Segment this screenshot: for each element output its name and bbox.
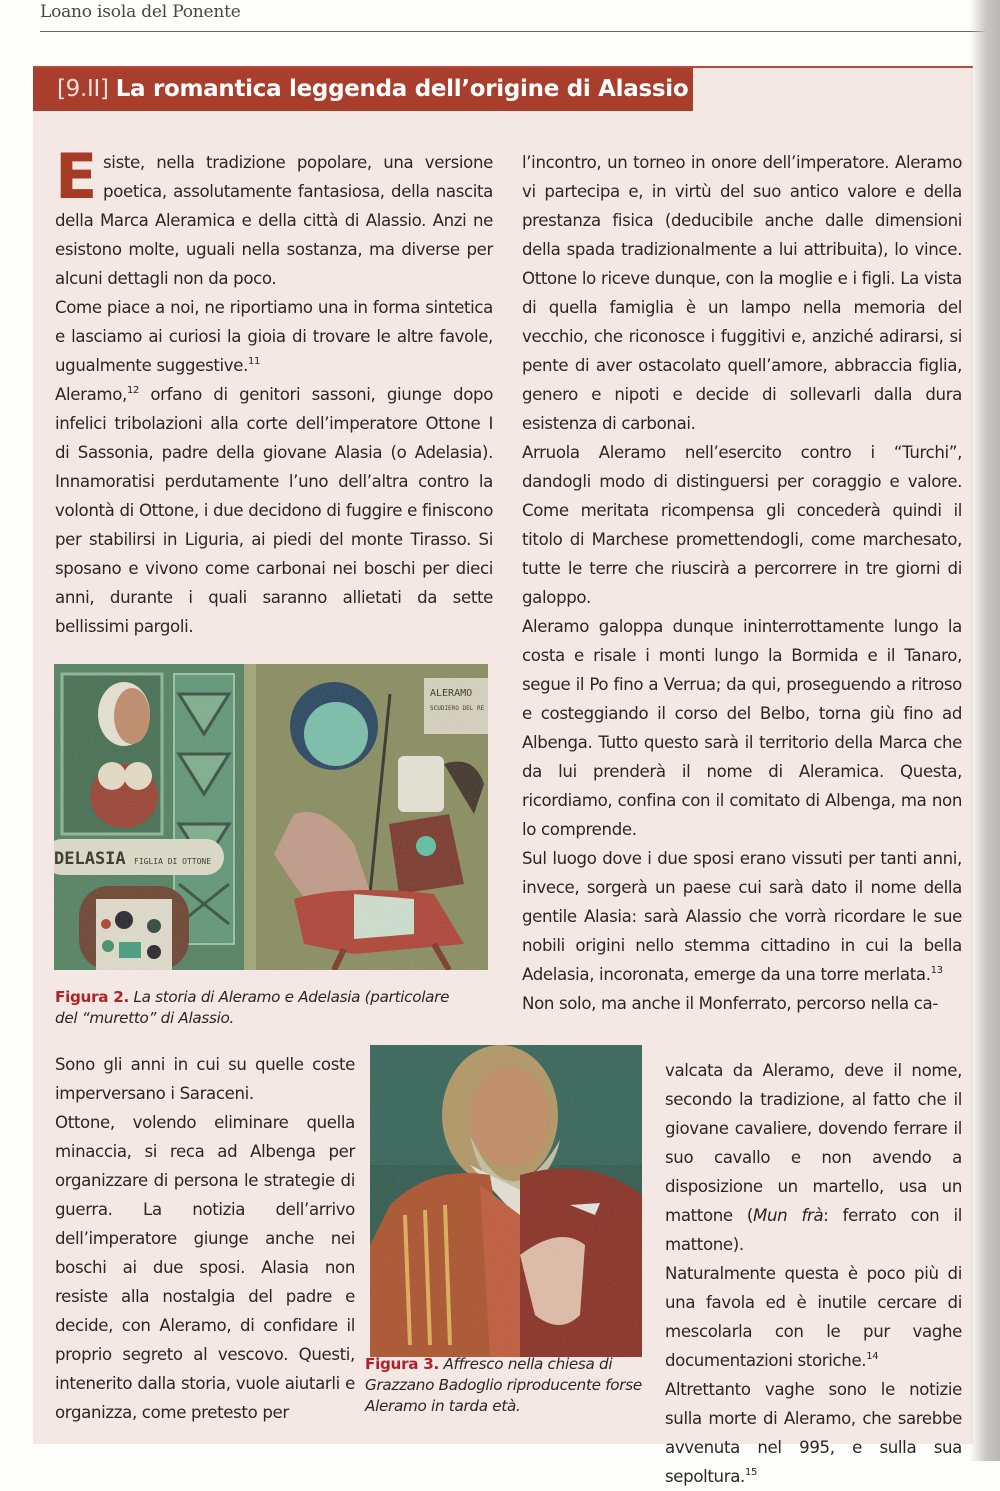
left-column-bottom-text (55, 1050, 355, 1427)
left-column-text (55, 140, 493, 641)
section-code: [9.II] (57, 76, 109, 102)
right-column-bottom-text (665, 1056, 962, 1491)
paragraph (55, 140, 493, 293)
paragraph-text: orfano di genitori sassoni, giunge dopo infelici tribolazioni alla corte dell’imperatore Ottone I di Sassonia, padre della giovane Alasia (o Adelasia). Innamoratisi perdutamente l’uno dell’altra contro la volontà di Ottone, i due decidono di fuggire e finiscono per stabilirsi in Liguria, ai piedi del monte Tirasso. Si sposano e vivono come carbonai nei boschi per dieci anni, durante i quali saranno allietati da sette bellissimi pargoli. (55, 385, 493, 636)
muretto-ceramic-illustration (54, 664, 488, 970)
section-title: La romantica leggenda dell’origine di Alassio (115, 76, 689, 102)
drop-cap: E (55, 140, 98, 213)
paragraph-text: siste, nella tradizione popolare, una versione poetica, assolutamente fantasiosa, della nascita della Marca Aleramica e della città di Alassio. Anzi ne esistono molte, uguali nella sostanza, ma diverse per alcuni dettagli non da poco. (55, 153, 493, 288)
paragraph (665, 1259, 962, 1375)
section-title-bar (33, 68, 693, 111)
sidebar-box (33, 66, 973, 1486)
paragraph (665, 1375, 962, 1491)
dialect-term: Mun frà (753, 1206, 824, 1225)
header-rule (40, 31, 1000, 32)
figure-2-image (54, 664, 488, 970)
paragraph (522, 989, 962, 1018)
paragraph-text: Sul luogo dove i due sposi erano vissuti per tanti anni, invece, sorgerà un paese cui sarà dato il nome della gentile Alasia: sarà Alassio che vorrà ricordare le sue nobili origini nello stemma cittadino in cui la bella Adelasia, incoronata, emerge da una torre merlata. (522, 849, 962, 984)
figure-label: Figura 2. (55, 988, 129, 1006)
figure-3-caption (365, 1354, 645, 1417)
footnote-ref: 14 (866, 1351, 879, 1362)
caption-text: La storia di Aleramo e Adelasia (particolare del “muretto” di Alassio. (55, 988, 450, 1027)
paragraph-text: Non solo, ma anche il Monferrato, percorso nella ca- (522, 994, 938, 1013)
fresco-portrait (370, 1045, 642, 1357)
caption-text: Affresco nella chiesa di Grazzano Badoglio riproducente forse Aleramo in tarda età. (365, 1355, 642, 1415)
paragraph-text: valcata da Aleramo, deve il nome, secondo la tradizione, al fatto che il giovane cavaliere, dovendo ferrare il suo cavallo e non avendo a disposizione un martello, usa un mattone ( (665, 1061, 962, 1225)
figure-2-caption (55, 987, 475, 1029)
paragraph-text: Altrettanto vaghe sono le notizie sulla morte di Aleramo, che sarebbe avvenuta nel 995, e sulla sua sepoltura. (665, 1380, 962, 1486)
paragraph: Arruola Aleramo nell’esercito contro i “Turchi”, dandogli modo di distinguersi per coraggio e valore. Come meritata ricompensa gli concederà quindi il titolo di Marchese promettendogli, come marchesato, tutte le terre che riuscirà a percorrere in tre giorni di galoppo. (522, 443, 962, 607)
paragraph: Ottone, volendo eliminare quella minaccia, si reca ad Albenga per organizzare di persona le strategie di guerra. La notizia dell’arrivo dell’imperatore giunge anche nei boschi ai due sposi. Alasia non resiste alla nostalgia del padre e decide, con Aleramo, di confidare il proprio segreto al vescovo. Questi, intenerito dalla storia, vuole aiutarli e organizza, come pretesto per (55, 1113, 355, 1422)
page-gutter-shadow (970, 0, 1000, 1461)
paragraph: Sono gli anni in cui su quelle coste imperversano i Saraceni. (55, 1055, 355, 1103)
paragraph (522, 844, 962, 989)
paragraph (665, 1056, 962, 1259)
paragraph: l’incontro, un torneo in onore dell’imperatore. Aleramo vi partecipa e, in virtù del suo antico valore e della prestanza fisica (deducibile anche dalle dimensioni della spada tradizionalmente a lui attribuita), lo vince. Ottone lo riceve dunque, con la moglie e i figli. La vista di quella famiglia è un lampo nella memoria del vecchio, che riconosce i fuggitivi e, anziché adirarsi, si pente di aver ostacolato quell’amore, abbraccia figlia, genero e nipoti e decide di sollevarli dalla dura esistenza di carbonai. (522, 153, 962, 433)
figure-label: Figura 3. (365, 1355, 439, 1373)
paragraph-text: : ferrato con il mattone). (665, 1206, 962, 1254)
footnote-ref: 11 (248, 356, 261, 367)
footnote-ref: 15 (744, 1467, 757, 1478)
footnote-ref: 12 (126, 385, 139, 396)
paragraph: Aleramo galoppa dunque ininterrottamente lungo la costa e risale i monti lungo la Bormida e il Tanaro, segue il Po fino a Verrua; da qui, proseguendo a ritroso e costeggiando il corso del Belbo, torna giù fino ad Albenga. Tutto questo sarà il territorio della Marca che da lui prenderà il nome di Aleramica. Questa, ricordiamo, confina con il comitato di Albenga, ma non lo comprende. (522, 617, 962, 839)
footnote-ref: 13 (930, 965, 943, 976)
paragraph-text: Come piace a noi, ne riportiamo una in forma sintetica e lasciamo ai curiosi la gioia di trovare le altre favole, ugualmente suggestive. (55, 298, 493, 375)
paragraph (55, 293, 493, 380)
figure-3-image (370, 1045, 642, 1357)
right-column-text (522, 148, 962, 1018)
paragraph-text: Naturalmente questa è poco più di una favola ed è inutile cercare di mescolarla con le pur vaghe documentazioni storiche. (665, 1264, 962, 1370)
running-head: Loano isola del Ponente (40, 2, 241, 22)
paragraph (55, 380, 493, 641)
paragraph-text: Aleramo, (55, 385, 127, 404)
